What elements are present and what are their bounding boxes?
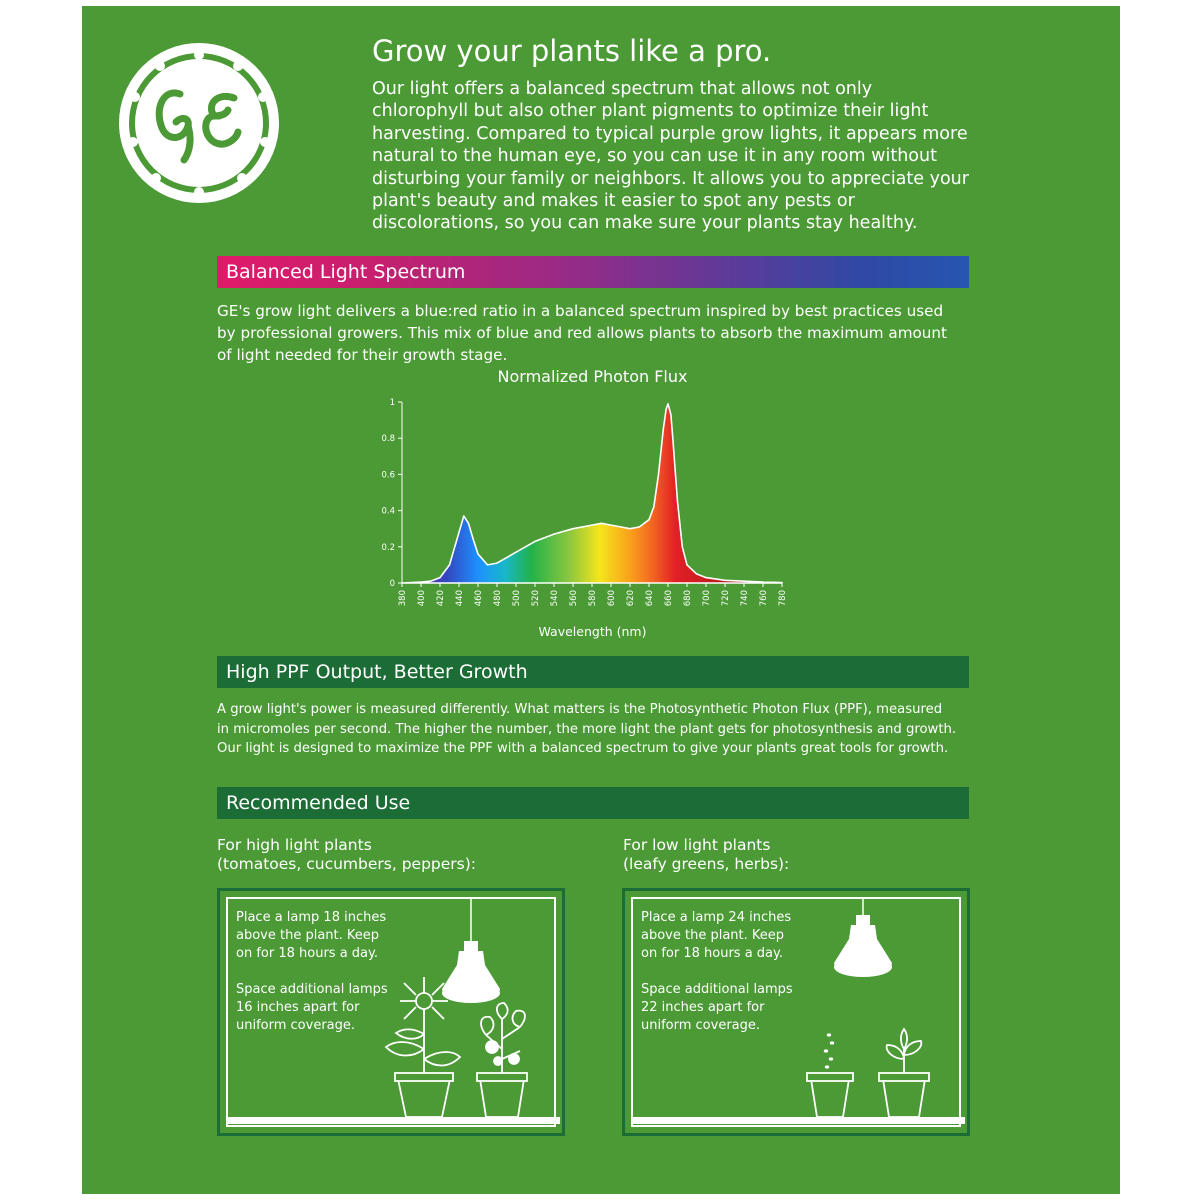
ppf-section-heading: High PPF Output, Better Growth: [217, 656, 969, 688]
y-tick-label: 0.4: [381, 506, 395, 517]
x-tick-label: 500: [512, 590, 522, 607]
x-tick-label: 620: [626, 590, 636, 607]
low-light-placement: Place a lamp 24 inches above the plant. Keep on for 18 hours a day.: [641, 910, 792, 961]
high-light-placement: Place a lamp 18 inches above the plant. Keep on for 18 hours a day.: [236, 910, 387, 961]
x-tick-label: 700: [702, 590, 712, 607]
low-light-card: [622, 888, 970, 1136]
x-tick-label: 560: [569, 590, 579, 607]
x-tick-label: 720: [721, 590, 731, 607]
seedling-pot-icon: [807, 1033, 853, 1117]
photon-flux-chart: [360, 390, 800, 650]
low-light-heading: [623, 836, 789, 874]
low-light-examples: (leafy greens, herbs):: [623, 855, 790, 873]
low-light-card-frame: [631, 897, 961, 1127]
x-tick-label: 460: [474, 590, 484, 607]
x-tick-label: 740: [740, 590, 750, 607]
spectrum-section-body: GE's grow light delivers a blue:red ratio in a balanced spectrum inspired by best practices used by professional growers. This mix of blue and red allows plants to absorb the maximum amount of light needed for their growth stage.: [217, 302, 947, 364]
lamp-icon: [834, 899, 892, 977]
spectrum-area: [402, 404, 782, 583]
x-tick-label: 680: [683, 590, 693, 607]
ge-logo: [118, 42, 280, 204]
x-tick-label: 380: [398, 590, 408, 607]
high-light-title: For high light plants: [217, 836, 372, 854]
high-light-card-frame: [226, 897, 556, 1127]
herb-sprout-icon: [879, 1029, 929, 1117]
low-light-spacing: Space additional lamps 22 inches apart for uniform coverage.: [641, 982, 793, 1033]
ge-monogram-icon: [118, 42, 280, 204]
high-light-spacing: Space additional lamps 16 inches apart for uniform coverage.: [236, 982, 388, 1033]
x-tick-label: 480: [493, 590, 503, 607]
photon-flux-chart-svg: [360, 390, 800, 650]
tomato-plant-icon: [477, 1003, 527, 1117]
high-light-examples: (tomatoes, cucumbers, peppers):: [217, 855, 477, 873]
intro-paragraph: Our light offers a balanced spectrum that allows not only chlorophyll but also other plant pigments to optimize their light harvesting. Compared to typical purple grow lights, it appears more natural to the human eye, so you can use it in any room without disturbing your family or neighbors. It allows you to appreciate your plant's beauty and makes it easier to spot any pests or discolorations, so you can make sure your plants stay healthy.: [372, 79, 969, 234]
spectrum-section-heading: Balanced Light Spectrum: [217, 256, 969, 288]
high-light-heading: [217, 836, 476, 874]
x-tick-label: 640: [645, 590, 655, 607]
floor-line: [633, 1117, 965, 1124]
low-light-title: For low light plants: [623, 836, 771, 854]
x-tick-label: 760: [759, 590, 769, 607]
x-axis-label: Wavelength (nm): [538, 624, 647, 639]
y-tick-label: 0: [389, 579, 395, 589]
low-light-instructions: [641, 909, 801, 1053]
floor-line: [228, 1117, 560, 1124]
lamp-icon: [442, 899, 500, 1003]
y-tick-label: 0.8: [381, 434, 395, 445]
y-tick-label: 0.2: [381, 542, 395, 553]
x-tick-label: 780: [778, 590, 788, 607]
high-light-instructions: [236, 909, 396, 1053]
x-tick-label: 540: [550, 590, 560, 607]
x-tick-label: 660: [664, 590, 674, 607]
x-tick-label: 420: [436, 590, 446, 607]
y-tick-label: 1: [389, 398, 395, 408]
y-tick-label: 0.6: [381, 470, 395, 481]
chart-title: Normalized Photon Flux: [497, 367, 688, 386]
ppf-section-body: A grow light's power is measured differently. What matters is the Photosynthetic Photon Flux (PPF), measured in micromoles per second. The higher the number, the more light the plant gets for photosynthesis and growth. Our light is designed to maximize the PPF with a balanced spectrum to give your plants great tools for growth.: [217, 702, 957, 756]
high-light-card: [217, 888, 565, 1136]
x-tick-label: 440: [455, 590, 465, 607]
x-tick-label: 580: [588, 590, 598, 607]
x-tick-label: 520: [531, 590, 541, 607]
use-section-heading: Recommended Use: [217, 787, 969, 819]
page-title: Grow your plants like a pro.: [372, 34, 772, 68]
x-tick-label: 600: [607, 590, 617, 607]
x-tick-label: 400: [417, 590, 427, 607]
